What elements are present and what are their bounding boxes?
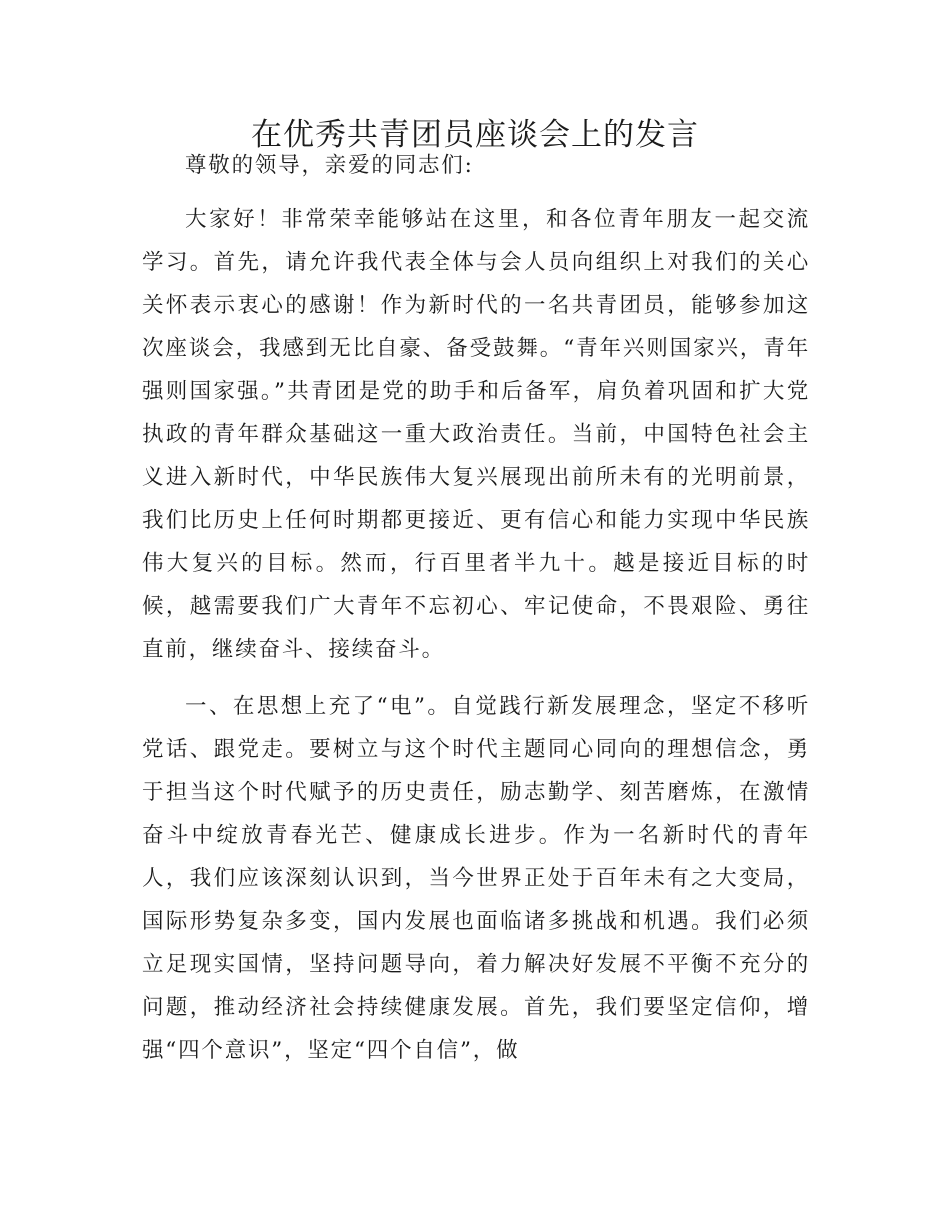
salutation: 尊敬的领导，亲爱的同志们: [185, 153, 474, 178]
document-title: 在优秀共青团员座谈会上的发言 [251, 117, 699, 153]
document-body [142, 144, 810, 1072]
paragraph-section-one: 一、在思想上充了“电”。自觉践行新发展理念，坚定不移听党话、跟党走。要树立与这个时代主题同心同向的理想信念，勇于担当这个时代赋予的历史责任，励志勤学、刻苦磨炼，在激情奋斗中绽放青春光芒、健康成长进步。作为一名新时代的青年人，我们应该深刻认识到，当今世界正处于百年未有之大变局，国际形势复杂多变，国内发展也面临诸多挑战和机遇。我们必须立足现实国情，坚持问题导向，着力解决好发展不平衡不充分的问题，推动经济社会持续健康发展。首先，我们要坚定信仰，增强“四个意识”，坚定“四个自信”，做 [142, 694, 810, 1063]
paragraph-intro: 大家好！非常荣幸能够站在这里，和各位青年朋友一起交流学习。首先，请允许我代表全体与会人员向组织上对我们的关心关怀表示衷心的感谢！作为新时代的一名共青团员，能够参加这次座谈会，我感到无比自豪、备受鼓舞。“青年兴则国家兴，青年强则国家强。”共青团是党的助手和后备军，肩负着巩固和扩大党执政的青年群众基础这一重大政治责任。当前，中国特色社会主义进入新时代，中华民族伟大复兴展现出前所未有的光明前景，我们比历史上任何时期都更接近、更有信心和能力实现中华民族伟大复兴的目标。然而，行百里者半九十。越是接近目标的时候，越需要我们广大青年不忘初心、牢记使命，不畏艰险、勇往直前，继续奋斗、接续奋斗。 [142, 207, 810, 662]
